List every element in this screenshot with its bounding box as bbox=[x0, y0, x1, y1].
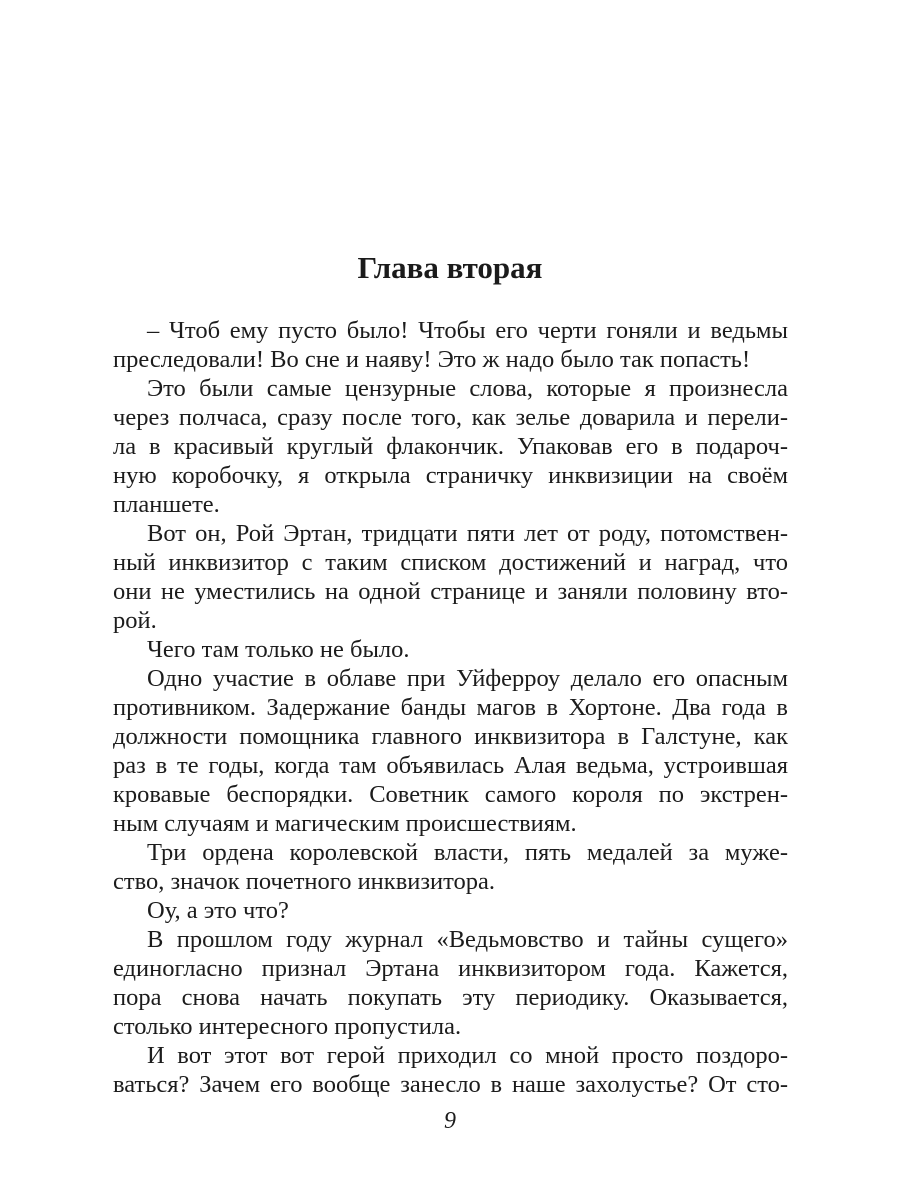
body-text bbox=[113, 316, 788, 1099]
text-line: Вот он, Рой Эртан, тридцати пяти лет от роду, потомствен- bbox=[147, 520, 788, 547]
text-line: должности помощника главного инквизитора в Галстуне, как bbox=[113, 723, 788, 750]
text-line: ный инквизитор с таким списком достижений и наград, что bbox=[113, 549, 788, 576]
text-line: – Чтоб ему пусто было! Чтобы его черти гоняли и ведьмы bbox=[147, 317, 788, 344]
text-line: планшете. bbox=[113, 491, 220, 518]
text-line: ла в красивый круглый флакончик. Упаковав его в подароч- bbox=[113, 433, 788, 460]
text-line: раз в те годы, когда там объявилась Алая ведьма, устроившая bbox=[113, 752, 788, 779]
text-line: единогласно признал Эртана инквизитором года. Кажется, bbox=[113, 955, 788, 982]
text-line: ным случаям и магическим происшествиям. bbox=[113, 810, 577, 837]
text-line: ную коробочку, я открыла страничку инквизиции на своём bbox=[113, 462, 788, 489]
text-line: ваться? Зачем его вообще занесло в наше захолустье? От сто- bbox=[113, 1071, 788, 1098]
text-line: ство, значок почетного инквизитора. bbox=[113, 868, 496, 895]
text-line: В прошлом году журнал «Ведьмовство и тайны сущего» bbox=[147, 926, 788, 953]
text-line: Оу, а это что? bbox=[147, 897, 289, 924]
page-number: 9 bbox=[444, 1108, 456, 1134]
text-line: Три ордена королевской власти, пять медалей за муже- bbox=[147, 839, 788, 866]
text-line: через полчаса, сразу после того, как зелье доварила и перели- bbox=[113, 404, 788, 431]
text-line: противником. Задержание банды магов в Хортоне. Два года в bbox=[113, 694, 788, 721]
text-line: Одно участие в облаве при Уйферроу делало его опасным bbox=[147, 665, 788, 692]
text-line: они не уместились на одной странице и заняли половину вто- bbox=[113, 578, 788, 605]
text-line: преследовали! Во сне и наяву! Это ж надо было так попасть! bbox=[113, 346, 751, 373]
text-line: Чего там только не было. bbox=[147, 636, 410, 663]
text-line: кровавые беспорядки. Советник самого короля по экстрен- bbox=[113, 781, 788, 808]
text-line: Это были самые цензурные слова, которые я произнесла bbox=[147, 375, 788, 402]
text-line: столько интересного пропустила. bbox=[113, 1013, 462, 1040]
text-line: рой. bbox=[113, 607, 157, 634]
text-line: И вот этот вот герой приходил со мной просто поздоро- bbox=[147, 1042, 788, 1069]
chapter-title: Глава вторая bbox=[357, 250, 543, 285]
text-line: пора снова начать покупать эту периодику. Оказывается, bbox=[113, 984, 788, 1011]
